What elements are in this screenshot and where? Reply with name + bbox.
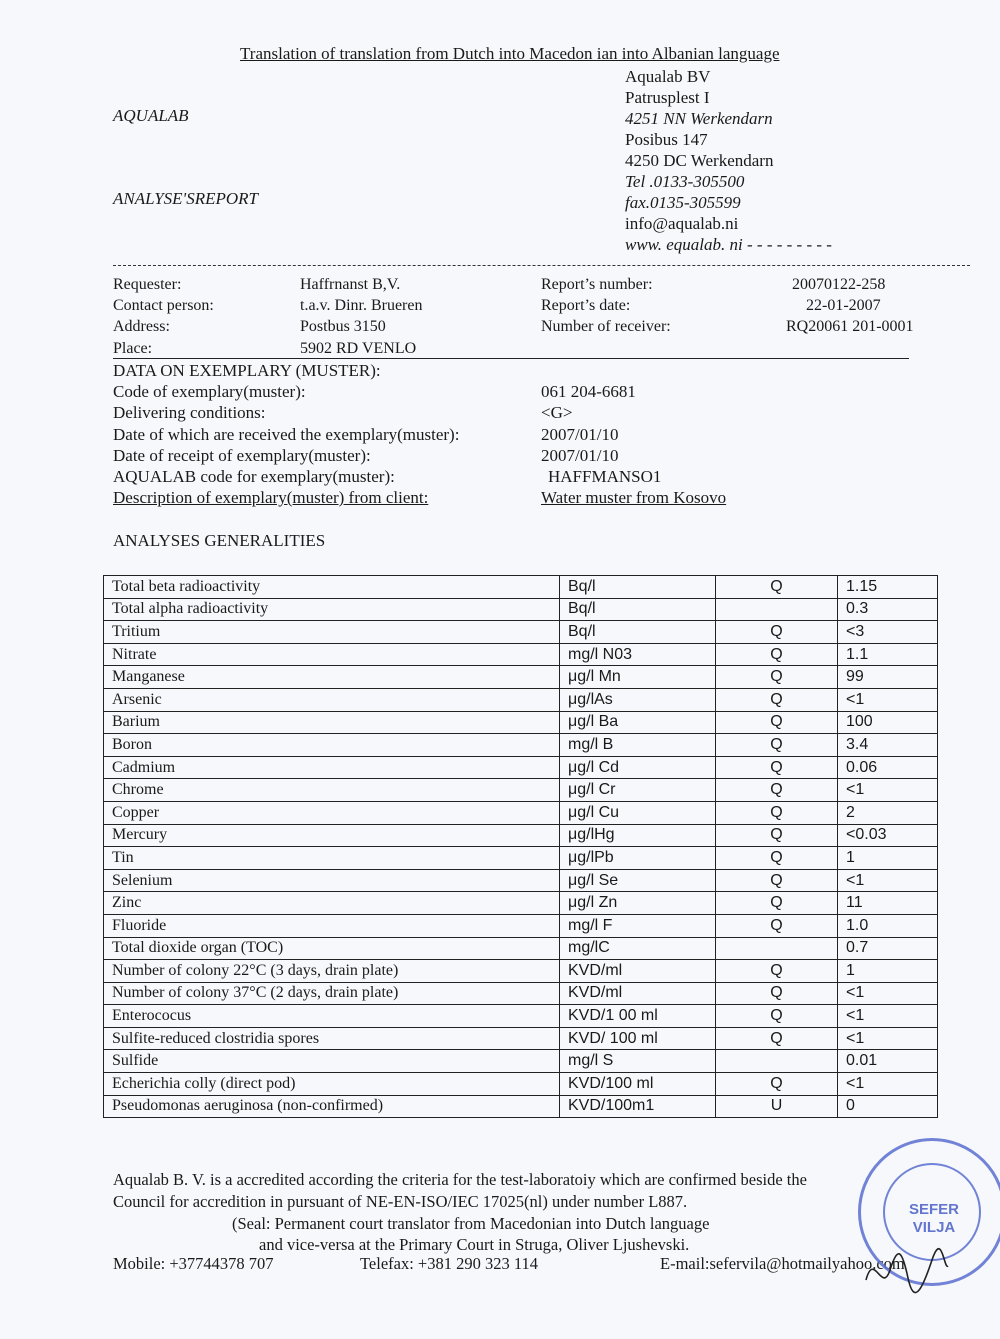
- table-row: [104, 598, 938, 621]
- exemplary-label: Date of which are received the exemplary(muster):: [113, 425, 460, 444]
- unit-cell: mg/l S: [560, 1050, 716, 1073]
- seal-name: [909, 1201, 959, 1237]
- signature: [862, 1240, 952, 1300]
- parameter-cell: Mercury: [104, 824, 560, 847]
- value-cell: 2: [838, 801, 938, 824]
- mobile-number: Mobile: +37744378 707: [113, 1254, 274, 1273]
- qualifier-cell: Q: [716, 982, 838, 1005]
- qualifier-cell: Q: [716, 666, 838, 689]
- requester-label: Requester:: [113, 276, 182, 293]
- qualifier-cell: Q: [716, 711, 838, 734]
- unit-cell: mg/l F: [560, 914, 716, 937]
- exemplary-value: <G>: [541, 403, 573, 422]
- qualifier-cell: Q: [716, 576, 838, 599]
- exemplary-value: HAFFMANSO1: [548, 467, 662, 486]
- lab-line: www. equalab. ni - - - - - - - - -: [625, 235, 832, 254]
- parameter-cell: Arsenic: [104, 688, 560, 711]
- report-date-label: Report’s date:: [541, 297, 631, 314]
- receiver-value: RQ20061 201-0001: [786, 318, 914, 335]
- value-cell: 1.0: [838, 914, 938, 937]
- exemplary-value: 2007/01/10: [541, 425, 619, 444]
- table-row: [104, 688, 938, 711]
- table-row: [104, 892, 938, 915]
- parameter-cell: Total dioxide organ (TOC): [104, 937, 560, 960]
- report-type: ANALYSE'SREPORT: [113, 189, 258, 208]
- parameter-cell: Zinc: [104, 892, 560, 915]
- parameter-cell: Total alpha radioactivity: [104, 598, 560, 621]
- value-cell: <1: [838, 869, 938, 892]
- analyses-table: [103, 575, 938, 1118]
- analyses-heading: ANALYSES GENERALITIES: [113, 531, 326, 550]
- exemplary-label: AQUALAB code for exemplary(muster):: [113, 467, 395, 486]
- report-date-value: 22-01-2007: [806, 297, 881, 314]
- value-cell: <1: [838, 779, 938, 802]
- place-value: 5902 RD VENLO: [300, 340, 417, 357]
- parameter-cell: Sulfide: [104, 1050, 560, 1073]
- qualifier-cell: Q: [716, 1073, 838, 1096]
- parameter-cell: Cadmium: [104, 756, 560, 779]
- lab-line: 4250 DC Werkendarn: [625, 151, 774, 170]
- parameter-cell: Tritium: [104, 621, 560, 644]
- table-row: [104, 824, 938, 847]
- parameter-cell: Enterococus: [104, 1005, 560, 1028]
- seal-text-line: SEFER: [909, 1201, 960, 1218]
- table-row: [104, 734, 938, 757]
- parameter-cell: Tin: [104, 847, 560, 870]
- table-row: [104, 960, 938, 983]
- unit-cell: KVD/ml: [560, 982, 716, 1005]
- parameter-cell: Barium: [104, 711, 560, 734]
- qualifier-cell: [716, 1050, 838, 1073]
- unit-cell: Bq/l: [560, 621, 716, 644]
- unit-cell: μg/l Mn: [560, 666, 716, 689]
- lab-line: info@aqualab.ni: [625, 214, 739, 233]
- address-value: Postbus 3150: [300, 318, 386, 335]
- value-cell: <1: [838, 982, 938, 1005]
- parameter-cell: Number of colony 22°C (3 days, drain plate): [104, 960, 560, 983]
- table-row: [104, 666, 938, 689]
- table-row: [104, 801, 938, 824]
- table-row: [104, 621, 938, 644]
- qualifier-cell: Q: [716, 892, 838, 915]
- unit-cell: Bq/l: [560, 598, 716, 621]
- value-cell: <0.03: [838, 824, 938, 847]
- unit-cell: KVD/100m1: [560, 1095, 716, 1118]
- receiver-label: Number of receiver:: [541, 318, 671, 335]
- lab-line: Posibus 147: [625, 130, 708, 149]
- qualifier-cell: Q: [716, 643, 838, 666]
- document-title: Translation of translation from Dutch into Macedon ian into Albanian language: [240, 44, 780, 63]
- table-row: [104, 643, 938, 666]
- seal-note-line-1: (Seal: Permanent court translator from Macedonian into Dutch language: [232, 1214, 710, 1233]
- table-row: [104, 1095, 938, 1118]
- qualifier-cell: Q: [716, 734, 838, 757]
- unit-cell: μg/lPb: [560, 847, 716, 870]
- qualifier-cell: Q: [716, 847, 838, 870]
- unit-cell: μg/l Cd: [560, 756, 716, 779]
- unit-cell: mg/l B: [560, 734, 716, 757]
- qualifier-cell: Q: [716, 688, 838, 711]
- parameter-cell: Nitrate: [104, 643, 560, 666]
- exemplary-value: 061 204-6681: [541, 382, 636, 401]
- unit-cell: μg/l Cr: [560, 779, 716, 802]
- exemplary-value: 2007/01/10: [541, 446, 619, 465]
- analyses-table-body: [104, 576, 938, 1118]
- table-row: [104, 1005, 938, 1028]
- table-row: [104, 847, 938, 870]
- value-cell: <1: [838, 1073, 938, 1096]
- company-name: AQUALAB: [113, 106, 189, 125]
- table-row: [104, 937, 938, 960]
- parameter-cell: Chrome: [104, 779, 560, 802]
- parameter-cell: Pseudomonas aeruginosa (non-confirmed): [104, 1095, 560, 1118]
- accreditation-line-1: Aqualab B. V. is a accredited according the criteria for the test-laboratoiy which are confirmed beside the: [113, 1170, 807, 1189]
- parameter-cell: Echerichia colly (direct pod): [104, 1073, 560, 1096]
- value-cell: <3: [838, 621, 938, 644]
- exemplary-value: Water muster from Kosovo: [541, 488, 727, 507]
- report-number-value: 20070122-258: [792, 276, 886, 293]
- value-cell: 11: [838, 892, 938, 915]
- lab-line: Aqualab BV: [625, 67, 711, 86]
- table-row: [104, 756, 938, 779]
- address-label: Address:: [113, 318, 170, 335]
- requester-underline: [113, 358, 909, 359]
- qualifier-cell: U: [716, 1095, 838, 1118]
- value-cell: 0.7: [838, 937, 938, 960]
- value-cell: 0.01: [838, 1050, 938, 1073]
- unit-cell: KVD/ 100 ml: [560, 1027, 716, 1050]
- contact-value: t.a.v. Dinr. Brueren: [300, 297, 423, 314]
- value-cell: 1.1: [838, 643, 938, 666]
- lab-line: 4251 NN Werkendarn: [625, 109, 773, 128]
- value-cell: 0.3: [838, 598, 938, 621]
- accreditation-line-2: Council for accredition in pursuant of NE-EN-ISO/IEC 17025(nl) under number L887.: [113, 1192, 688, 1211]
- unit-cell: mg/l N03: [560, 643, 716, 666]
- email-address: E-mail:sefervila@hotmailyahoo.com: [660, 1254, 905, 1273]
- unit-cell: μg/l Cu: [560, 801, 716, 824]
- telefax-number: Telefax: +381 290 323 114: [360, 1254, 539, 1273]
- unit-cell: μg/l Ba: [560, 711, 716, 734]
- lab-line: Tel .0133-305500: [625, 172, 745, 191]
- table-row: [104, 1027, 938, 1050]
- value-cell: 99: [838, 666, 938, 689]
- value-cell: 1: [838, 847, 938, 870]
- qualifier-cell: Q: [716, 1005, 838, 1028]
- exemplary-label: Description of exemplary(muster) from client:: [113, 488, 429, 507]
- table-row: [104, 779, 938, 802]
- report-number-label: Report’s number:: [541, 276, 653, 293]
- parameter-cell: Manganese: [104, 666, 560, 689]
- unit-cell: mg/lC: [560, 937, 716, 960]
- separator-line: [113, 265, 970, 266]
- table-row: [104, 914, 938, 937]
- unit-cell: KVD/100 ml: [560, 1073, 716, 1096]
- qualifier-cell: Q: [716, 824, 838, 847]
- table-row: [104, 1073, 938, 1096]
- contact-label: Contact person:: [113, 297, 214, 314]
- qualifier-cell: Q: [716, 1027, 838, 1050]
- value-cell: 0: [838, 1095, 938, 1118]
- unit-cell: Bq/l: [560, 576, 716, 599]
- unit-cell: μg/lAs: [560, 688, 716, 711]
- parameter-cell: Number of colony 37°C (2 days, drain plate): [104, 982, 560, 1005]
- parameter-cell: Selenium: [104, 869, 560, 892]
- unit-cell: KVD/1 00 ml: [560, 1005, 716, 1028]
- qualifier-cell: Q: [716, 779, 838, 802]
- parameter-cell: Total beta radioactivity: [104, 576, 560, 599]
- value-cell: <1: [838, 1027, 938, 1050]
- unit-cell: μg/lHg: [560, 824, 716, 847]
- table-row: [104, 869, 938, 892]
- exemplary-label: Code of exemplary(muster):: [113, 382, 306, 401]
- lab-line: Patrusplest I: [625, 88, 710, 107]
- lab-address-block: [625, 66, 855, 255]
- qualifier-cell: [716, 937, 838, 960]
- qualifier-cell: Q: [716, 960, 838, 983]
- unit-cell: μg/l Zn: [560, 892, 716, 915]
- qualifier-cell: Q: [716, 914, 838, 937]
- unit-cell: KVD/ml: [560, 960, 716, 983]
- qualifier-cell: Q: [716, 621, 838, 644]
- value-cell: <1: [838, 688, 938, 711]
- value-cell: 1: [838, 960, 938, 983]
- table-row: [104, 576, 938, 599]
- lab-line: fax.0135-305599: [625, 193, 741, 212]
- table-row: [104, 982, 938, 1005]
- requester-value: Haffrnanst B,V.: [300, 276, 401, 293]
- value-cell: 3.4: [838, 734, 938, 757]
- value-cell: <1: [838, 1005, 938, 1028]
- parameter-cell: Sulfite-reduced clostridia spores: [104, 1027, 560, 1050]
- parameter-cell: Copper: [104, 801, 560, 824]
- table-row: [104, 1050, 938, 1073]
- place-label: Place:: [113, 340, 153, 357]
- value-cell: 100: [838, 711, 938, 734]
- seal-text-line: VILJA: [912, 1219, 956, 1236]
- exemplary-heading: DATA ON EXEMPLARY (MUSTER):: [113, 361, 381, 380]
- qualifier-cell: Q: [716, 756, 838, 779]
- table-row: [104, 711, 938, 734]
- qualifier-cell: [716, 598, 838, 621]
- parameter-cell: Boron: [104, 734, 560, 757]
- value-cell: 0.06: [838, 756, 938, 779]
- qualifier-cell: Q: [716, 869, 838, 892]
- value-cell: 1.15: [838, 576, 938, 599]
- qualifier-cell: Q: [716, 801, 838, 824]
- seal-note-line-2: and vice-versa at the Primary Court in Struga, Oliver Ljushevski.: [259, 1235, 690, 1254]
- exemplary-label: Delivering conditions:: [113, 403, 266, 422]
- exemplary-label: Date of receipt of exemplary(muster):: [113, 446, 371, 465]
- unit-cell: μg/l Se: [560, 869, 716, 892]
- parameter-cell: Fluoride: [104, 914, 560, 937]
